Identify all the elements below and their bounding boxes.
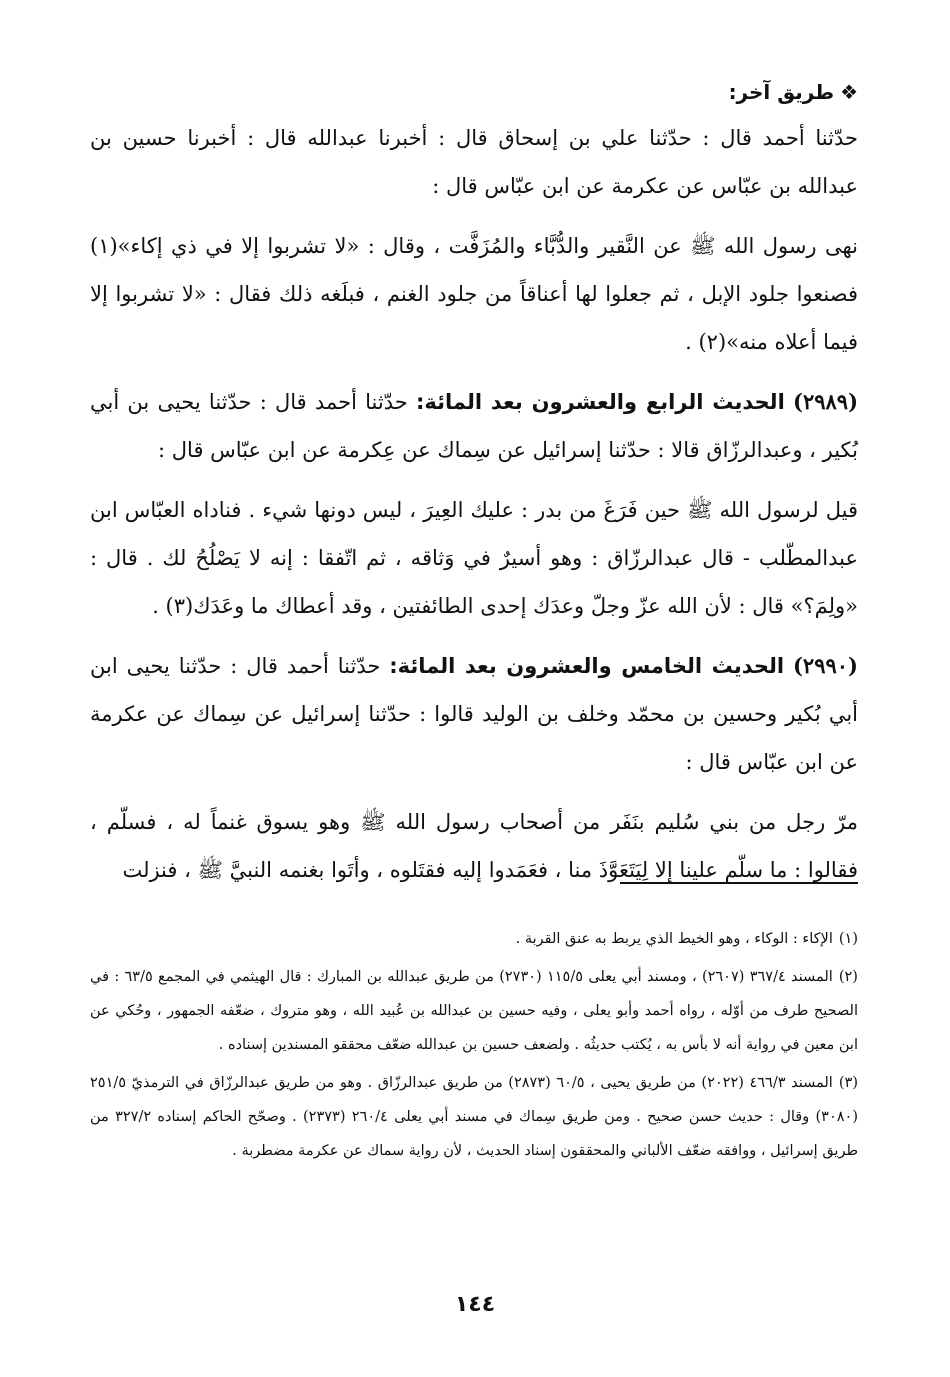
footnote [90,922,858,956]
diamond-icon: ❖ [840,80,858,104]
heading-title: طريق آخر: [728,80,835,104]
paragraph [90,486,858,630]
paragraph-text: حدّثنا أحمد قال : حدّثنا يحيى ابن أبي بُكير وحسين بن محمّد وخلف بن الوليد قالوا : حدّثنا إسرائيل عن سِماك عن عكرمة عن ابن عبّاس قال : [90,654,858,774]
paragraph-text: قيل لرسول الله ﷺ حين فَرَغَ من بدر : عليك العِيرَ ، ليس دونها شيء . فناداه العبّاس ابن عبدالمطّلب - قال عبدالرزّاق : وهو أسيرٌ في وَثاقه ، ثم اتّفقا : إنه لا يَصْلُحُ لك . قال : «ولِمَ؟» قال : لأن الله عزّ وجلّ وعدَك إحدى الطائفتين ، وقد أعطاك ما وعَدَك(٣) . [90,498,858,618]
page-number: ١٤٤ [454,1292,496,1317]
hadith-number: (٢٩٩٠) [792,653,858,678]
footnote-text: المسند ٣٦٧/٤ (٢٦٠٧) ، ومسند أبي يعلى ١١٥/٥ (٢٧٣٠) من طريق عبدالله بن المبارك : قال الهيثمي في المجمع ٦٣/٥ : في الصحيح طرف من أوّله ، رواه أحمد وأبو يعلى ، وفيه حسين بن عبدالله بن عُبيد الله ، وهو متروك ، ضعّفه الجمهور ، وحُكي عن ابن معين في رواية أنه لا بأس به ، يُكتب حديثُه . ولضعف حسين بن عبدالله ضعّف محققو المسندين إسناده . [90,969,858,1053]
paragraph [90,114,858,210]
footnote-text: الإكاء : الوكاء ، وهو الخيط الذي يربط به عنق القربة . [515,931,833,947]
hadith-title: الحديث الخامس والعشرون بعد المائة: [389,654,785,678]
hadith-title: الحديث الرابع والعشرون بعد المائة: [415,390,785,414]
footnote-number: (١) [838,931,858,947]
footnote-text: المسند ٤٦٦/٣ (٢٠٢٢) من طريق يحيى ، ٦٠/٥ (٢٨٧٣) من طريق عبدالرزّاق . وهو من طريق عبدالرزّاق في الترمذيّ ٢٥١/٥ (٣٠٨٠) وقال : حديث حسن صحيح . ومن طريق سِماك في مسند أبي يعلى ٢٦٠/٤ (٢٣٧٣) . وصحّح الحاكم إسناده ٣٢٧/٢ من طريق إسرائيل ، ووافقه ضعّف الألباني والمحققون إسناد الحديث ، لأن رواية سماك عن عكرمة مضطربة . [90,1075,858,1159]
paragraph-text: حدّثنا أحمد قال : حدّثنا علي بن إسحاق قال : أخبرنا عبدالله قال : أخبرنا حسين بن عبدالله بن عبّاس عن عكرمة عن ابن عبّاس قال : [90,126,858,198]
footnote-number: (٢) [838,969,858,985]
paragraph [90,222,858,366]
hadith-paragraph [90,378,858,474]
paragraph-text: حدّثنا أحمد قال : حدّثنا يحيى بن أبي بُكير ، وعبدالرزّاق قالا : حدّثنا إسرائيل عن سِماك عن عِكرمة عن ابن عبّاس قال : [90,390,858,462]
section-heading [90,72,858,112]
footnote [90,960,858,1062]
paragraph-text: مرّ رجل من بني سُليم بنَفَر من أصحاب رسول الله ﷺ وهو يسوق غنماً له ، فسلّم ، فقالوا : ما سلّم علينا إلا لِيَتَعَوَّذَ منا ، فعَمَدوا إليه فقتَلوه ، وأتَوا بغنمه النبيَّ ﷺ ، فنزلت [90,810,858,882]
hadith-paragraph [90,642,858,786]
paragraph-text: نهى رسول الله ﷺ عن النَّقير والدُّبَّاء والمُزَفَّت ، وقال : «لا تشربوا إلا في ذي إكاء»(١) فصنعوا جلود الإبل ، ثم جعلوا لها أعناقاً من جلود الغنم ، فبلَغه ذلك فقال : «لا تشربوا إلا فيما أعلاه منه»(٢) . [90,234,858,354]
paragraph [90,798,858,894]
footnote-number: (٣) [838,1075,858,1091]
footnote-separator [620,882,858,884]
footnotes [90,922,858,1172]
hadith-number: (٢٩٨٩) [793,389,859,414]
main-text [90,72,858,906]
footnote [90,1066,858,1168]
